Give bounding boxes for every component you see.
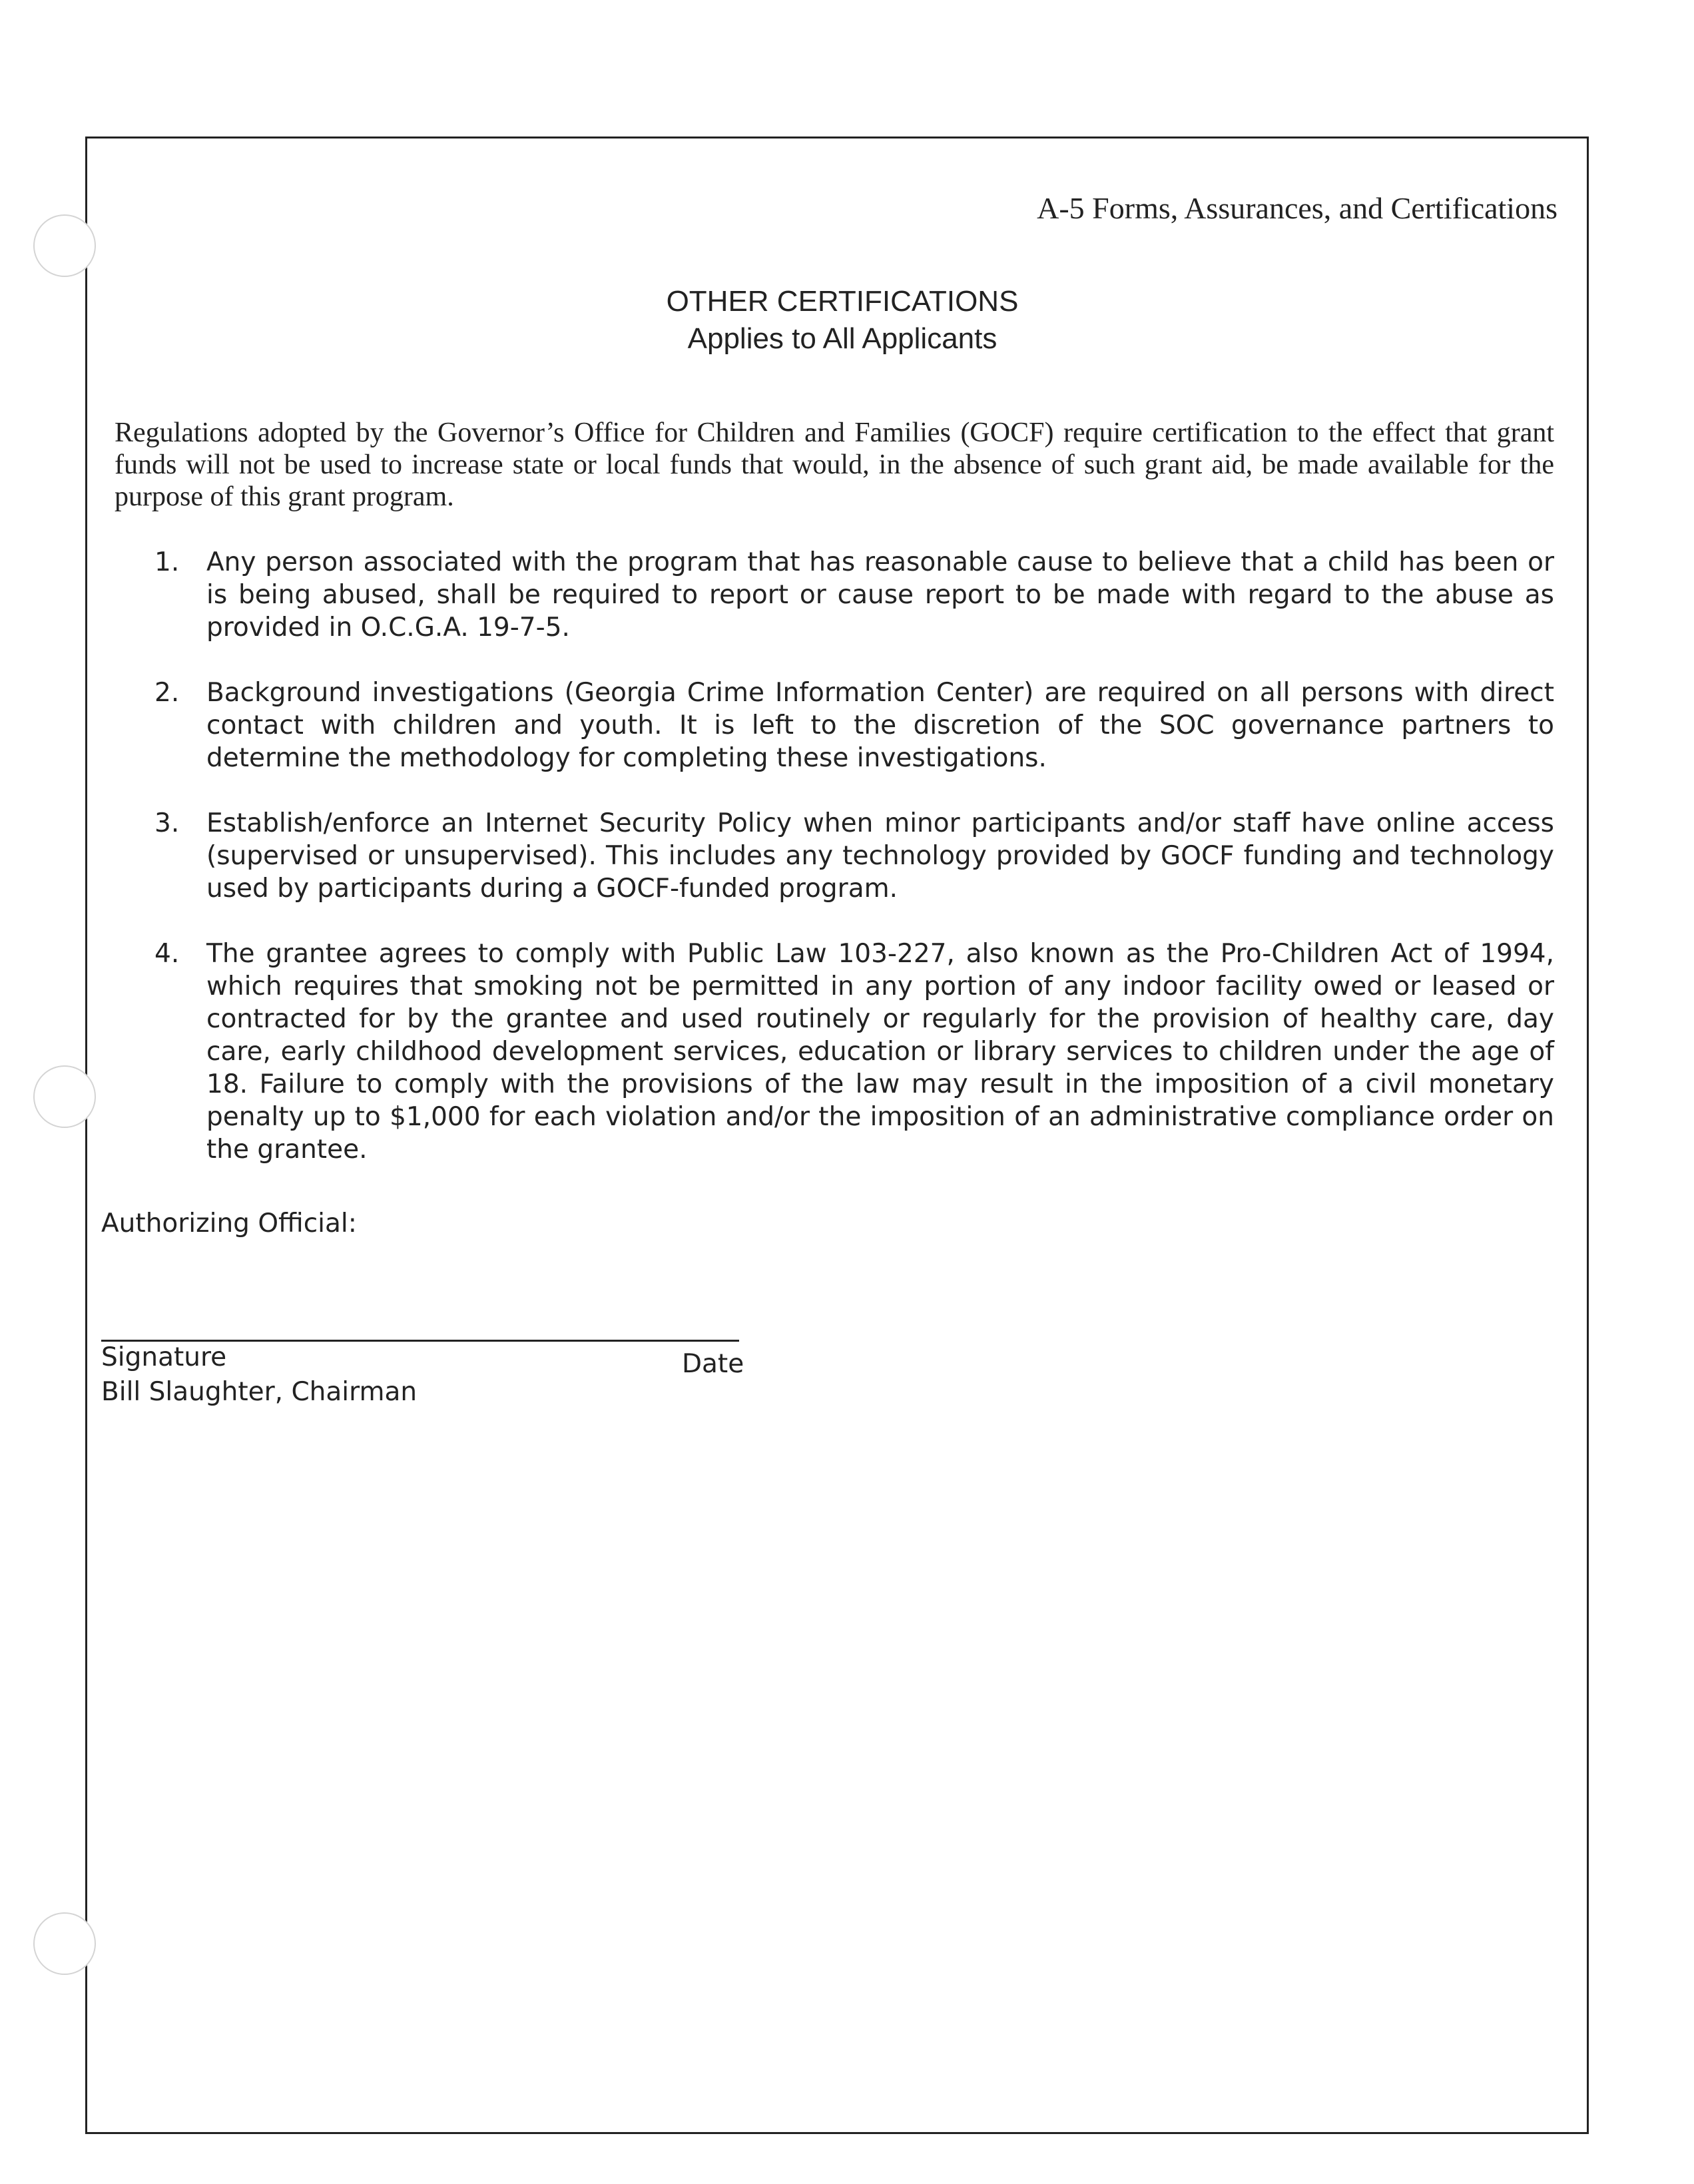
signature-label: Signature xyxy=(101,1342,227,1372)
list-item-number: 3. xyxy=(154,808,180,838)
punch-hole-middle xyxy=(33,1065,96,1128)
list-item-text: Any person associated with the program that has reasonable cause to believe that a child has been or is being abused, shall be required to report or cause report to be made with regard to the abuse as provided in O.C.G.A. 19-7-5. xyxy=(206,547,1554,643)
punch-hole-bottom xyxy=(33,1912,96,1975)
certification-list xyxy=(154,546,1554,1199)
punch-hole-top xyxy=(33,214,96,277)
title-subtitle: Applies to All Applicants xyxy=(687,322,997,355)
list-item-text: The grantee agrees to comply with Public Law 103-227, also known as the Pro-Children Act of 1994, which requires that smoking not be permitted in any portion of any indoor facility owed or leased or contracted for by the grantee and used routinely or regularly for the provision of healthy care, day care, early childhood development services, education or library services to children under the age of 18. Failure to comply with the provisions of the law may result in the imposition of a civil monetary penalty up to $1,000 for each violation and/or the imposition of an administrative compliance order on the grantee. xyxy=(206,939,1554,1165)
signature-line[interactable] xyxy=(101,1340,739,1342)
authorizing-official-label: Authorizing Official: xyxy=(101,1209,357,1238)
list-item-text: Background investigations (Georgia Crime Information Center) are required on all persons with direct contact with children and youth. It is left to the discretion of the SOC governance partners to determine the methodology for completing these investigations. xyxy=(206,678,1554,773)
list-item-number: 4. xyxy=(154,939,180,969)
list-item xyxy=(154,546,1554,644)
signer-name: Bill Slaughter, Chairman xyxy=(101,1377,418,1407)
list-item xyxy=(154,677,1554,774)
intro-paragraph: Regulations adopted by the Governor’s Office for Children and Families (GOCF) require certification to the effect that grant funds will not be used to increase state or local funds that would, in the absence of such grant aid, be made available for the purpose of this grant program. xyxy=(115,417,1554,512)
list-item-text: Establish/enforce an Internet Security Policy when minor participants and/or staff have online access (supervised or unsupervised). This includes any technology provided by GOCF funding and technology used by participants during a GOCF-funded program. xyxy=(206,808,1554,904)
list-item xyxy=(154,807,1554,905)
form-reference-header: A-5 Forms, Assurances, and Certifications xyxy=(1037,191,1557,225)
list-item xyxy=(154,938,1554,1166)
list-item-number: 2. xyxy=(154,678,180,708)
list-item-number: 1. xyxy=(154,547,180,577)
date-label: Date xyxy=(682,1349,744,1379)
title-main: OTHER CERTIFICATIONS xyxy=(666,285,1019,318)
document-title xyxy=(426,283,1259,358)
